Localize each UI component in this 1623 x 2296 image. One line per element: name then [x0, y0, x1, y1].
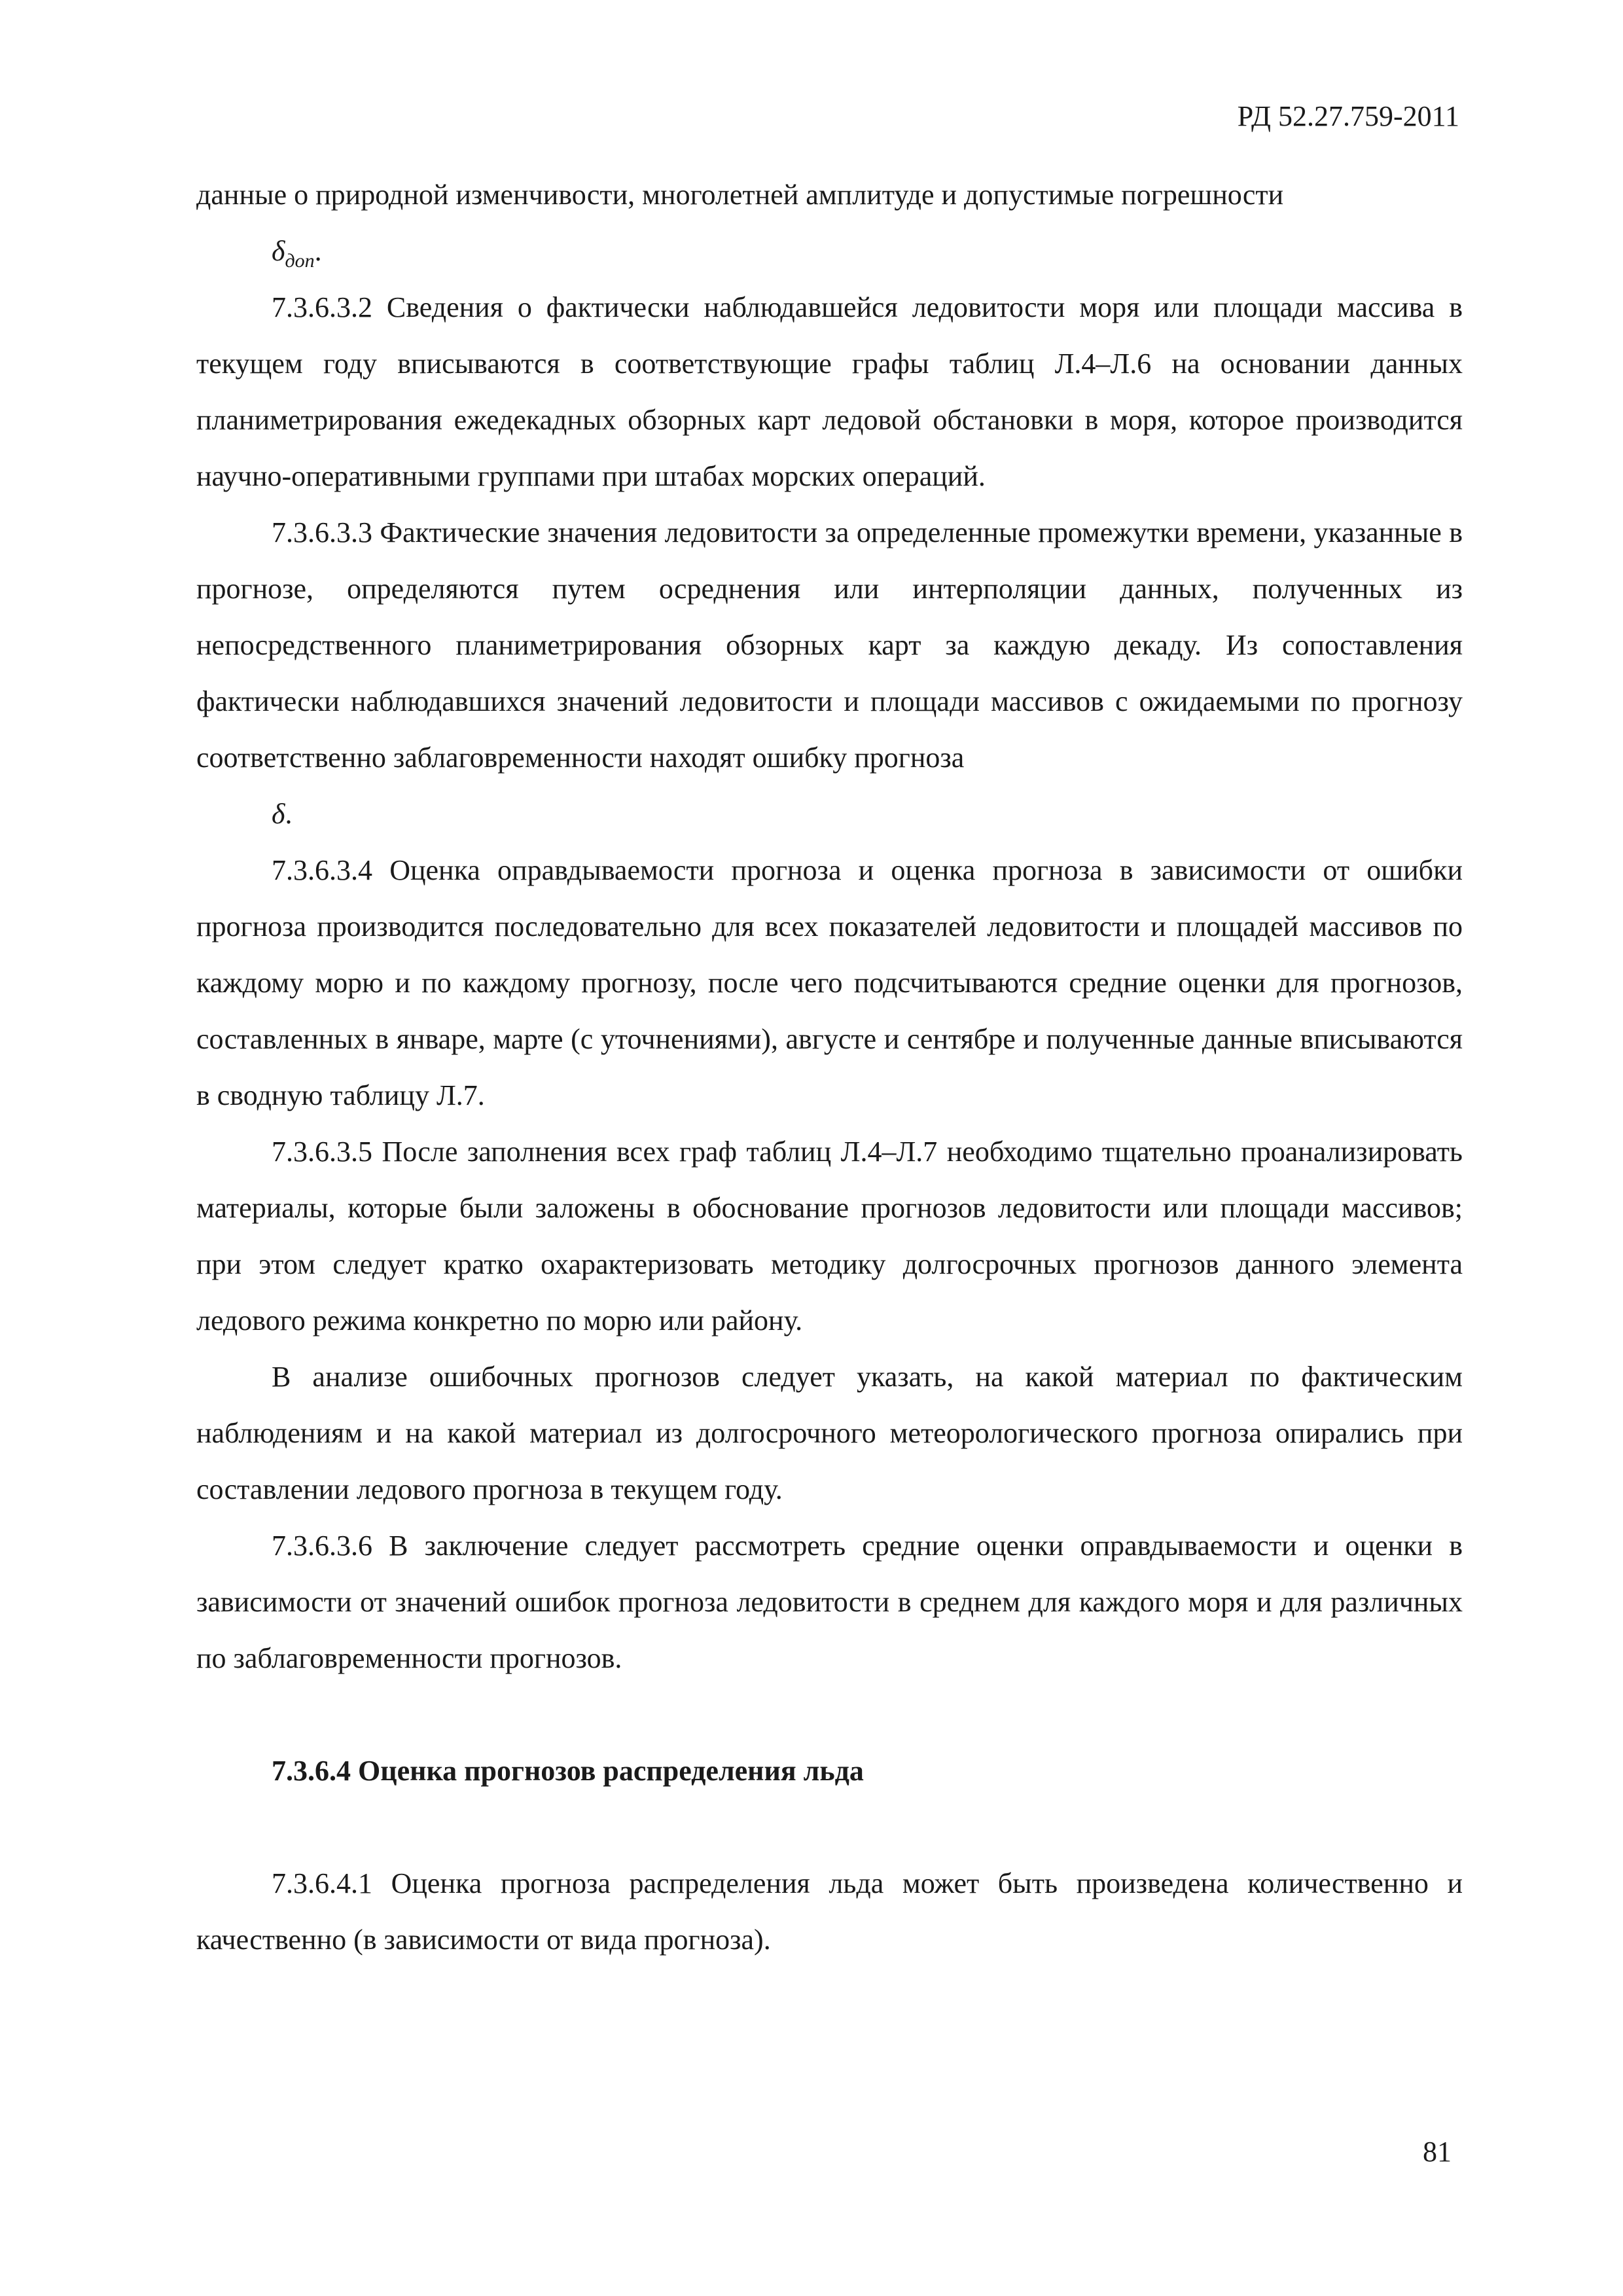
paragraph-7-3-6-3-3 — [196, 505, 1463, 786]
paragraph-text: 7.3.6.3.3 Фактические значения ледовитости за определенные промежутки времени, указанные в прогнозе, определяются путем осреднения или интерполяции данных, полученных из непосредственного планиметрирования обзорных карт за каждую декаду. Из сопоставления фактически наблюдавшихся значений ледовитости и площади массивов с ожидаемыми по прогнозу соответственно заблаговременности находят ошибку прогноза — [196, 516, 1463, 774]
paragraph-7-3-6-3-2: 7.3.6.3.2 Сведения о фактически наблюдавшейся ледовитости моря или площади массива в текущем году вписываются в соответствующие графы таблиц Л.4–Л.6 на основании данных планиметрирования ежедекадных обзорных карт ледовой обстановки в моря, которое производится научно-оперативными группами при штабах морских операций. — [196, 291, 1463, 492]
formula-period: . — [314, 235, 322, 267]
delta-subscript: доп — [285, 250, 315, 272]
formula-line-delta — [196, 786, 1463, 842]
paragraph-7-3-6-3-4: 7.3.6.3.4 Оценка оправдываемости прогноза и оценка прогноза в зависимости от ошибки прогноза производится последовательно для всех показателей ледовитости и площадей массивов по каждому морю и по каждому прогнозу, после чего подсчитываются средние оценки для прогнозов, составленных в январе, марте (с уточнениями), августе и сентябре и полученные данные вписываются в сводную таблицу Л.7. — [196, 854, 1463, 1111]
paragraph-error-analysis: В анализе ошибочных прогнозов следует указать, на какой материал по фактическим наблюдениям и на какой материал из долгосрочного метеорологического прогноза опирались при составлении ледового прогноза в текущем году. — [196, 1361, 1463, 1505]
formula-period: . — [285, 798, 293, 830]
page-number: 81 — [1423, 2136, 1452, 2168]
paragraph-7-3-6-4-1: 7.3.6.4.1 Оценка прогноза распределения льда может быть произведена количественно и качественно (в зависимости от вида прогноза). — [196, 1867, 1463, 1956]
paragraph-text: данные о природной изменчивости, многолетней амплитуде и допустимые погрешности — [196, 179, 1284, 211]
delta-symbol: δ — [272, 798, 285, 830]
section-heading-7-3-6-4: 7.3.6.4 Оценка прогнозов распределения льда — [272, 1755, 864, 1787]
paragraph-7-3-6-3-6: 7.3.6.3.6 В заключение следует рассмотреть средние оценки оправдываемости и оценки в зависимости от значений ошибок прогноза ледовитости в среднем для каждого моря и для различных по заблаговременности прогнозов. — [196, 1530, 1463, 1674]
paragraph-continuation — [196, 167, 1463, 223]
page-body — [196, 167, 1463, 1968]
document-code-header: РД 52.27.759-2011 — [1237, 100, 1459, 132]
paragraph-7-3-6-3-5: 7.3.6.3.5 После заполнения всех граф таблиц Л.4–Л.7 необходимо тщательно проанализировать материалы, которые были заложены в обоснование прогнозов ледовитости или площади массивов; при этом следует кратко охарактеризовать методику долгосрочных прогнозов данного элемента ледового режима конкретно по морю или району. — [196, 1136, 1463, 1336]
formula-line-delta-dop — [196, 223, 1463, 279]
delta-symbol: δ — [272, 235, 285, 267]
